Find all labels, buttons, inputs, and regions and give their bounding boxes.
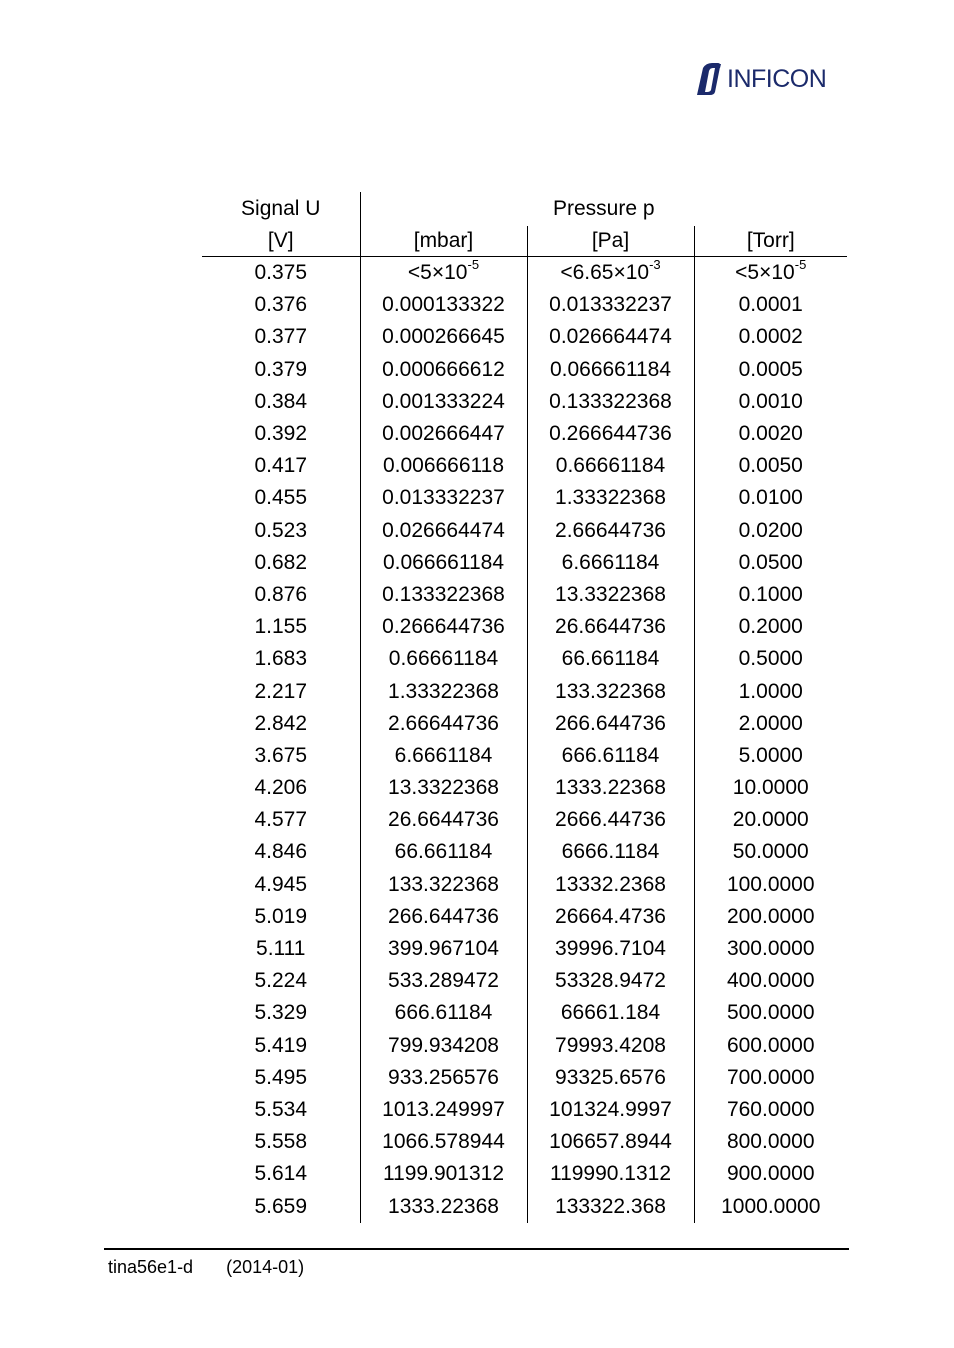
cell-signal: 0.876 [254,582,308,606]
unit-pa: [Pa] [527,226,694,257]
cell-torr: 0.0050 [694,450,847,482]
table-header-row [202,192,847,226]
cell-torr: 50.0000 [694,836,847,868]
cell-mbar: 133.322368 [360,869,527,901]
cell-mbar: 533.289472 [360,965,527,997]
cell-pa: 26.6644736 [527,611,694,643]
cell-signal: 1.155 [254,615,308,639]
table-row [202,482,847,514]
cell-torr: 0.0020 [694,418,847,450]
table-row [202,515,847,547]
cell-signal: 0.379 [254,357,308,381]
cell-signal: 0.682 [254,550,308,574]
cell-torr: 900.0000 [694,1158,847,1190]
table-row [202,965,847,997]
cell-signal: 2.842 [254,711,308,735]
inficon-logo [694,62,826,96]
cell-torr: 600.0000 [694,1030,847,1062]
cell-torr: 0.0500 [694,547,847,579]
cell-signal: 4.206 [254,776,308,800]
cell-mbar: 0.013332237 [360,482,527,514]
table-row [202,354,847,386]
table-row [202,933,847,965]
unit-torr: [Torr] [694,226,847,257]
cell-torr: 5.0000 [694,740,847,772]
cell-pa: 39996.7104 [527,933,694,965]
cell-signal: 0.523 [254,518,308,542]
cell-pa: 66661.184 [527,997,694,1029]
cell-pa: $<6.65\times 10^{-3}$ [527,257,694,290]
cell-torr: 200.0000 [694,901,847,933]
cell-torr: 0.1000 [694,579,847,611]
cell-signal: 5.329 [254,1001,308,1025]
table-row [202,997,847,1029]
cell-pa: 0.013332237 [527,289,694,321]
doc-date: (2014-01) [226,1257,305,1277]
cell-mbar: 26.6644736 [360,804,527,836]
footer-divider [104,1248,849,1250]
cell-pa: 79993.4208 [527,1030,694,1062]
cell-signal: 0.384 [254,389,308,413]
table-row [202,804,847,836]
cell-mbar: 1066.578944 [360,1126,527,1158]
cell-pa: 0.133322368 [527,386,694,418]
cell-pa: 26664.4736 [527,901,694,933]
cell-mbar: 0.002666447 [360,418,527,450]
footer [108,1257,332,1278]
cell-torr: 0.0001 [694,289,847,321]
cell-torr: 0.2000 [694,611,847,643]
cell-pa: 1333.22368 [527,772,694,804]
cell-torr: 0.0002 [694,321,847,353]
cell-mbar: 0.266644736 [360,611,527,643]
cell-pa: 0.66661184 [527,450,694,482]
cell-mbar: 6.6661184 [360,740,527,772]
cell-pa: 133.322368 [527,675,694,707]
cell-torr: 20.0000 [694,804,847,836]
cell-signal: 4.945 [254,872,308,896]
cell-torr: 2.0000 [694,708,847,740]
cell-torr: 400.0000 [694,965,847,997]
cell-mbar: 0.133322368 [360,579,527,611]
table-row [202,611,847,643]
cell-signal: 5.534 [254,1097,308,1121]
cell-mbar: 1199.901312 [360,1158,527,1190]
cell-signal: 4.577 [254,808,308,832]
cell-torr: $<5\times 10^{-5}$ [694,257,847,290]
cell-mbar: 0.006666118 [360,450,527,482]
cell-pa: 6.6661184 [527,547,694,579]
unit-volt: [V] [202,226,360,257]
cell-mbar: 2.66644736 [360,708,527,740]
cell-torr: 800.0000 [694,1126,847,1158]
table-row [202,772,847,804]
table-row [202,740,847,772]
cell-torr: 300.0000 [694,933,847,965]
cell-pa: 0.266644736 [527,418,694,450]
cell-signal: 0.417 [254,454,308,478]
cell-pa: 119990.1312 [527,1158,694,1190]
cell-pa: 2666.44736 [527,804,694,836]
inficon-logo-icon [694,62,724,96]
cell-signal: 3.675 [254,743,308,767]
table-row [202,321,847,353]
cell-signal: 5.419 [254,1033,308,1057]
cell-torr: 1000.0000 [694,1190,847,1222]
cell-mbar: 0.000133322 [360,289,527,321]
cell-mbar: 399.967104 [360,933,527,965]
cell-pa: 133322.368 [527,1190,694,1222]
cell-pa: 53328.9472 [527,965,694,997]
pressure-conversion-table [202,192,847,1223]
table-row [202,547,847,579]
cell-signal: 0.377 [254,325,308,349]
header-signal: Signal U [241,197,321,220]
cell-torr: 10.0000 [694,772,847,804]
cell-torr: 500.0000 [694,997,847,1029]
unit-mbar: [mbar] [360,226,527,257]
cell-mbar: 0.000266645 [360,321,527,353]
cell-signal: 5.659 [254,1194,308,1218]
table-row [202,1062,847,1094]
table-row [202,450,847,482]
table-row [202,869,847,901]
cell-signal: 5.111 [256,937,306,961]
table-row [202,675,847,707]
cell-pa: 266.644736 [527,708,694,740]
cell-torr: 0.0100 [694,482,847,514]
cell-mbar: 66.661184 [360,836,527,868]
cell-torr: 0.5000 [694,643,847,675]
cell-pa: 13332.2368 [527,869,694,901]
cell-signal: 4.846 [254,840,308,864]
cell-mbar: 1013.249997 [360,1094,527,1126]
cell-torr: 100.0000 [694,869,847,901]
header-pressure: Pressure p [360,192,847,226]
table-row [202,1126,847,1158]
table-row [202,1190,847,1222]
cell-pa: 106657.8944 [527,1126,694,1158]
cell-mbar: 266.644736 [360,901,527,933]
table-row [202,418,847,450]
doc-id: tina56e1-d [108,1257,194,1277]
cell-mbar: 0.066661184 [360,547,527,579]
cell-mbar: 0.001333224 [360,386,527,418]
cell-mbar: 666.61184 [360,997,527,1029]
table-row [202,1094,847,1126]
cell-signal: 0.375 [254,261,308,285]
table-row [202,901,847,933]
cell-pa: 0.026664474 [527,321,694,353]
cell-torr: 1.0000 [694,675,847,707]
cell-pa: 66.661184 [527,643,694,675]
table-row [202,708,847,740]
cell-torr: 700.0000 [694,1062,847,1094]
cell-pa: 666.61184 [527,740,694,772]
cell-signal: 5.558 [254,1130,308,1154]
cell-torr: 760.0000 [694,1094,847,1126]
cell-pa: 6666.1184 [527,836,694,868]
table-row [202,386,847,418]
cell-mbar: 1.33322368 [360,675,527,707]
cell-mbar: 13.3322368 [360,772,527,804]
cell-signal: 2.217 [254,679,308,703]
table-row [202,579,847,611]
cell-pa: 0.066661184 [527,354,694,386]
cell-mbar: 933.256576 [360,1062,527,1094]
cell-mbar: 0.66661184 [360,643,527,675]
cell-torr: 0.0200 [694,515,847,547]
cell-signal: 0.455 [254,486,308,510]
cell-signal: 1.683 [254,647,308,671]
brand-name: INFICON [727,64,827,93]
cell-pa: 13.3322368 [527,579,694,611]
cell-signal: 5.019 [254,904,308,928]
cell-pa: 2.66644736 [527,515,694,547]
cell-mbar: 1333.22368 [360,1190,527,1222]
cell-signal: 0.392 [254,422,308,446]
cell-pa: 101324.9997 [527,1094,694,1126]
cell-mbar: $<5\times 10^{-5}$ [360,257,527,290]
cell-pa: 93325.6576 [527,1062,694,1094]
table-row [202,289,847,321]
cell-signal: 5.614 [254,1162,308,1186]
table-row [202,1030,847,1062]
cell-pa: 1.33322368 [527,482,694,514]
cell-torr: 0.0010 [694,386,847,418]
cell-mbar: 799.934208 [360,1030,527,1062]
cell-torr: 0.0005 [694,354,847,386]
units-row [202,226,847,257]
cell-signal: 0.376 [254,293,308,317]
cell-mbar: 0.000666612 [360,354,527,386]
cell-mbar: 0.026664474 [360,515,527,547]
cell-signal: 5.224 [254,969,308,993]
table-row [202,257,847,290]
table-row [202,643,847,675]
table-row [202,1158,847,1190]
cell-signal: 5.495 [254,1065,308,1089]
table-row [202,836,847,868]
